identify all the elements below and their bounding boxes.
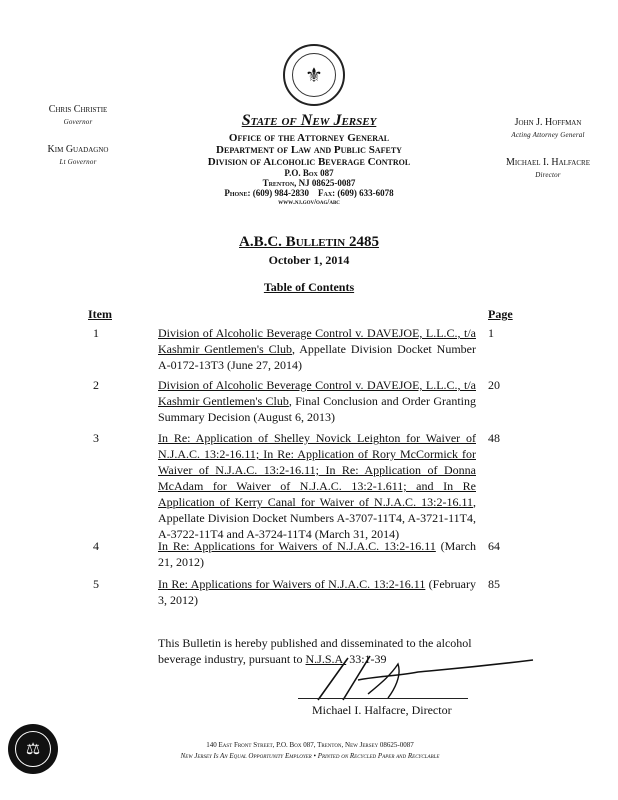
signer-name: Michael I. Halfacre, Director [312, 703, 452, 717]
toc-entry-detail: , Appellate Division Docket Number A-0172-13T3 (June 27, 2014) [158, 342, 476, 372]
item-column-header: Item [88, 307, 112, 321]
toc-entry-title: In Re: Applications for Waivers of N.J.A.C. 13:2-16.11 [158, 577, 426, 591]
toc-item-number: 3 [93, 431, 99, 445]
abc-seal-icon: ⚖ [8, 724, 58, 774]
lt-governor-name: Kim Guadagno [47, 144, 109, 155]
toc-entry-detail: , Appellate Division Docket Numbers A-3707-11T4, A-3721-11T4, A-3722-11T4 and A-3724-11T4 (March 31, 2014) [158, 495, 476, 541]
toc-page-number: 64 [488, 539, 500, 553]
lt-governor-title: Lt Governor [59, 158, 97, 166]
website: www.nj.gov/oag/abc [278, 198, 340, 206]
toc-entry-3[interactable] [158, 430, 476, 542]
toc-entry-title: Division of Alcoholic Beverage Control v. DAVEJOE, L.L.C., t/a Kashmir Gentlemen's Club [158, 378, 476, 408]
attorney-general-name: John J. Hoffman [514, 117, 582, 128]
toc-item-number: 5 [93, 577, 99, 591]
bulletin-date: October 1, 2014 [268, 253, 350, 267]
bulletin-title: A.B.C. Bulletin 2485 [239, 234, 379, 250]
statute-citation: N.J.S.A. [305, 652, 347, 666]
director-title: Director [535, 171, 561, 179]
closing-text: This Bulletin is hereby published and disseminated to the alcohol beverage industry, pursuant to [158, 636, 472, 666]
toc-page-number: 20 [488, 378, 500, 392]
toc-entry-title: Division of Alcoholic Beverage Control v. DAVEJOE, L.L.C., t/a Kashmir Gentlemen's Club [158, 326, 476, 356]
director-name: Michael I. Halfacre [506, 157, 590, 168]
state-title: State of New Jersey [241, 112, 377, 129]
attorney-general-title: Acting Attorney General [511, 131, 585, 139]
toc-entry-title: In Re: Application of Shelley Novick Leighton for Waiver of N.J.A.C. 13:2-16.11; In Re: Application of Rory McCormick for Waiver of N.J.A.C. 13:2-16.11; In Re: Application of Donna McAdam for Waiver of N.J.A.C. 13:2-1.611; and In Re Application of Kerry Canal for Waiver of N.J.A.C. 13:2-16.11 [158, 431, 476, 509]
toc-page-number: 48 [488, 431, 500, 445]
contact-line [150, 188, 468, 198]
phone-number: (609) 984-2830 [252, 188, 309, 198]
toc-entry-detail: , Final Conclusion and Order Granting Summary Decision (August 6, 2013) [158, 394, 476, 424]
toc-item-number: 1 [93, 326, 99, 340]
toc-title: Table of Contents [263, 280, 355, 294]
toc-entry-title: In Re: Applications for Waivers of N.J.A.C. 13:2-16.11 [158, 539, 436, 553]
toc-entry-detail: (February 3, 2012) [158, 577, 476, 607]
toc-item-number: 4 [93, 539, 99, 553]
phone-label: Phone: [224, 188, 251, 198]
toc-item-number: 2 [93, 378, 99, 392]
letterhead [150, 112, 468, 206]
toc-entry-2[interactable] [158, 377, 476, 425]
left-officials [28, 104, 128, 168]
footer-tagline: New Jersey Is An Equal Opportunity Employer • Printed on Recycled Paper and Recyclable [180, 752, 440, 760]
statute-section: 33:1-39 [346, 652, 387, 666]
right-officials [488, 117, 608, 181]
city-address: Trenton, NJ 08625-0087 [262, 178, 356, 188]
page-column-header: Page [488, 307, 513, 321]
bulletin-heading [150, 234, 468, 295]
toc-entry-1[interactable] [158, 325, 476, 373]
fax-label: Fax: [318, 188, 336, 198]
office-name: Office of the Attorney General [228, 132, 390, 144]
governor-title: Governor [63, 118, 93, 126]
department-name: Department of Law and Public Safety [216, 144, 402, 156]
toc-page-number: 85 [488, 577, 500, 591]
fax-number: (609) 633-6078 [337, 188, 394, 198]
toc-entry-4[interactable] [158, 538, 476, 570]
state-seal-icon: ⚜ [283, 44, 345, 106]
governor-name: Chris Christie [48, 104, 108, 115]
toc-entry-detail: (March 21, 2012) [158, 539, 476, 569]
division-name: Division of Alcoholic Beverage Control [207, 156, 411, 168]
signature-line [298, 698, 468, 699]
toc-page-number: 1 [488, 326, 494, 340]
po-box: P.O. Box 087 [284, 168, 334, 178]
toc-entry-5[interactable] [158, 576, 476, 608]
footer-address: 140 East Front Street, P.O. Box 087, Trenton, New Jersey 08625-0087 [206, 741, 414, 749]
